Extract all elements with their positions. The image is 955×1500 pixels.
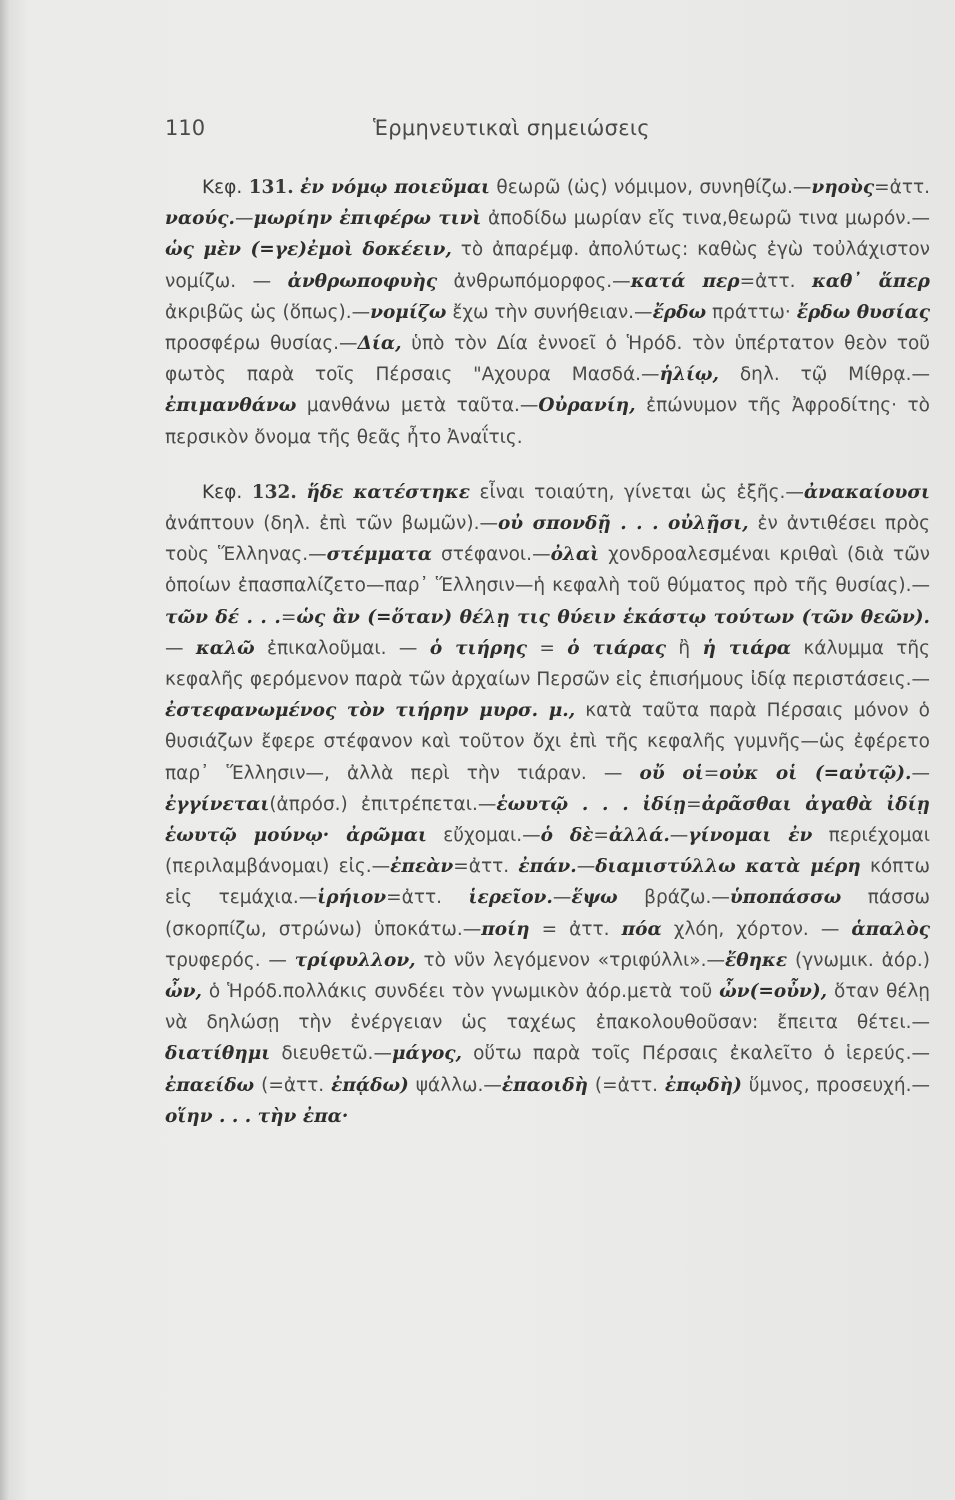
gloss-text: (=ἀττ. bbox=[588, 1074, 665, 1096]
gloss-text: ὕμνος, προσευχή.— bbox=[741, 1074, 930, 1096]
gloss-text: ἐπώνυμον τῆς Ἀφροδίτης· τὸ περσικὸν ὄνομα τῆς θεᾶς ἦτο Ἀναΐτις. bbox=[165, 395, 930, 448]
lemma-term: μάγος, bbox=[391, 1043, 462, 1065]
gloss-text: =ἀττ. bbox=[386, 887, 469, 909]
gloss-text: — bbox=[576, 856, 596, 878]
lemma-term: ὑποπάσσω bbox=[729, 887, 842, 909]
lemma-term: ὡς μὲν (=γε)ἐμοὶ δοκέειν, bbox=[165, 239, 452, 261]
gloss-text: (γνωμικ. ἀόρ.) bbox=[787, 949, 931, 971]
gloss-text: ὁ Ἡρόδ.πολλάκις συνδέει τὸν γνωμικὸν ἀόρ.μετὰ τοῦ bbox=[201, 981, 720, 1003]
lemma-term: ἐπάν. bbox=[518, 856, 577, 878]
lemma-term: νηοὺς bbox=[811, 177, 875, 198]
gloss-text: ἔχω τὴν συνήθειαν.— bbox=[446, 301, 653, 323]
lemma-term: Δία, bbox=[357, 333, 402, 355]
gloss-text: τρυφερός. — bbox=[165, 949, 295, 971]
lemma-term: ἐν νόμῳ ποιεῦμαι bbox=[300, 177, 491, 198]
gloss-text: εὔχομαι.— bbox=[426, 825, 541, 847]
lemma-term: καλῶ bbox=[195, 637, 255, 659]
running-title: Ἑρμηνευτικαὶ σημειώσεις bbox=[373, 116, 650, 140]
lemma-term: ἀνθρωποφυὴς bbox=[287, 270, 438, 292]
gloss-text: ἐν ἀντιθέσει πρὸς τοὺς Ἕλληνας.— bbox=[165, 513, 930, 566]
gloss-text: πράττω· bbox=[706, 301, 797, 323]
lemma-term: τρίφυλλον, bbox=[294, 949, 416, 971]
gloss-text: τὸ ἀπαρέμφ. ἀπολύτως: καθὼς ἐγὼ τοὐλάχιστον νομίζω. — bbox=[165, 239, 930, 292]
lemma-term: ἐπαοιδὴ bbox=[501, 1074, 588, 1096]
lemma-term: ὦν, bbox=[165, 981, 202, 1003]
gloss-text: στέφανοι.— bbox=[431, 544, 551, 566]
gloss-text: θεωρῶ (ὡς) νόμιμον, συνηθίζω.— bbox=[490, 177, 812, 198]
gloss-text: = bbox=[703, 762, 720, 784]
lemma-term: οὔ οἱ bbox=[639, 762, 704, 784]
gloss-text: ἐπικαλοῦμαι. — bbox=[254, 637, 430, 659]
gloss-text: πάσσω (σκορπίζω, στρώνω) ὑποκάτω.— bbox=[165, 887, 931, 940]
gloss-text: ἢ bbox=[665, 637, 703, 659]
gloss-text: ἀποδίδω μωρίαν εἴς τινα,θεωρῶ τινα μωρόν.— bbox=[481, 208, 930, 230]
gloss-text: εἶναι τοιαύτη, γίνεται ὡς ἑξῆς.— bbox=[469, 481, 804, 503]
lemma-term: ἐπᾴδω) bbox=[331, 1074, 409, 1096]
lemma-term: ἐστεφανωμένος τὸν τιήρην μυρσ. μ., bbox=[165, 700, 576, 722]
lemma-term: ἐπιμανθάνω bbox=[165, 395, 297, 417]
lemma-term: στέμματα bbox=[326, 544, 432, 566]
lemma-term: ὦν(=οὖν), bbox=[719, 981, 828, 1003]
gloss-text: μανθάνω μετὰ ταῦτα.— bbox=[296, 395, 539, 417]
gloss-text: = bbox=[526, 637, 568, 659]
page-gutter-shadow bbox=[0, 0, 10, 1500]
gloss-text: οὕτω παρὰ τοῖς Πέρσαις ἐκαλεῖτο ὁ ἱερεύς.— bbox=[462, 1043, 930, 1065]
lemma-term: διατίθημι bbox=[165, 1043, 271, 1065]
gloss-text: = bbox=[593, 825, 609, 847]
lemma-term: ἱρήιον bbox=[317, 887, 387, 909]
lemma-term: οὐκ οἱ (=αὐτῷ). bbox=[719, 762, 912, 784]
gloss-text: (ἀπρόσ.) ἐπιτρέπεται.— bbox=[269, 793, 497, 815]
gloss-text: διευθετῶ.— bbox=[270, 1043, 392, 1065]
gloss-text: — bbox=[234, 208, 254, 230]
lemma-term: διαμιστύλλω κατὰ μέρη bbox=[595, 856, 861, 878]
lemma-term: ἐπῳδὴ) bbox=[664, 1074, 742, 1096]
chapter-label: Κεφ. bbox=[202, 177, 243, 198]
gloss-text: ἀνθρωπόμορφος.— bbox=[437, 270, 631, 292]
lemma-term: ὁ δὲ bbox=[540, 825, 594, 847]
lemma-term: ἀρᾶσθαι ἀγαθὰ ἰδίῃ ἑωυτῷ μούνῳ· ἀρῶμαι bbox=[165, 793, 931, 847]
chapter-number: 131. bbox=[248, 177, 294, 198]
gloss-text: = bbox=[280, 606, 297, 628]
gloss-text: ἀνάπτουν (δηλ. ἐπὶ τῶν βωμῶν).— bbox=[165, 513, 498, 535]
lemma-term: ὡς ἂν (=ὅταν) θέλῃ τις θύειν ἑκάστῳ τούτων (τῶν θεῶν). bbox=[296, 606, 930, 628]
lemma-term: οὐ σπονδῇ . . . οὐλῇσι, bbox=[497, 513, 749, 535]
gloss-text: — bbox=[552, 887, 572, 909]
chapter-number: 132. bbox=[251, 481, 297, 503]
gloss-text: =ἀττ. bbox=[739, 270, 812, 292]
gloss-text: κόπτω εἰς τεμάχια.— bbox=[165, 856, 931, 909]
lemma-term: ἐπαείδω bbox=[165, 1074, 255, 1096]
gloss-text: δηλ. τῷ Μίθρᾳ.— bbox=[718, 364, 930, 386]
lemma-term: ἔθηκε bbox=[725, 949, 788, 971]
lemma-term: οἵην . . . τὴν ἐπα· bbox=[165, 1105, 349, 1127]
gloss-text: ψάλλω.— bbox=[408, 1074, 502, 1096]
lemma-term: ἱερεῖον. bbox=[468, 887, 553, 909]
page-number: 110 bbox=[165, 116, 206, 140]
lemma-term: ποίη bbox=[481, 918, 530, 940]
lemma-term: ἡ τιάρα bbox=[702, 637, 792, 659]
gloss-text: =ἀττ. bbox=[453, 856, 519, 878]
gloss-text: = bbox=[686, 793, 702, 815]
lemma-term: ἐγγίνεται bbox=[165, 793, 270, 815]
lemma-term: ἥδε κατέστηκε bbox=[306, 481, 470, 503]
lemma-term: Οὐρανίη, bbox=[538, 395, 636, 417]
gloss-text: = ἀττ. bbox=[529, 918, 622, 940]
lemma-term: νομίζω bbox=[370, 301, 447, 323]
gloss-text: περιέχομαι (περιλαμβάνομαι) εἰς.— bbox=[165, 825, 930, 878]
gloss-text: — bbox=[669, 825, 689, 847]
lemma-term: ἕψω bbox=[571, 887, 618, 909]
commentary-body bbox=[165, 172, 930, 1156]
lemma-term: ἐπεὰν bbox=[390, 856, 454, 878]
lemma-term: μωρίην ἐπιφέρω τινὶ bbox=[253, 208, 482, 230]
gloss-text: τὸ νῦν λεγόμενον «τριφύλλι».— bbox=[415, 949, 726, 971]
lemma-term: ἔρδω bbox=[652, 301, 707, 323]
lemma-term: γίνομαι ἐν bbox=[688, 825, 813, 847]
gloss-text: ὑπὸ τὸν Δία ἐννοεῖ ὁ Ἡρόδ. τὸν ὑπέρτατον θεὸν τοῦ φωτὸς παρὰ τοῖς Πέρσαις "Αχουρα Μασδά.— bbox=[165, 333, 931, 386]
lemma-term: τῶν δέ . . . bbox=[165, 606, 281, 628]
lemma-term: ὀλαὶ bbox=[550, 544, 600, 566]
lemma-term: ὁ τιάρας bbox=[567, 637, 666, 659]
lemma-term: ὁ τιήρης bbox=[429, 637, 527, 659]
gloss-text: ὅταν θέλῃ νὰ δηλώσῃ τὴν ἐνέργειαν ὡς ταχέως ἐπακολουθοῦσαν: ἔπειτα θέτει.— bbox=[165, 981, 930, 1034]
gloss-text: ἀκριβῶς ὡς (ὅπως).— bbox=[165, 301, 371, 323]
gloss-text: χλόη, χόρτον. — bbox=[661, 918, 852, 940]
lemma-term: ἀνακαίουσι bbox=[803, 481, 930, 503]
gloss-text: — bbox=[911, 762, 930, 784]
lemma-term: ναούς. bbox=[165, 208, 235, 230]
gloss-text: κάλυμμα τῆς κεφαλῆς φερόμενον παρὰ τῶν ἀρχαίων Περσῶν εἰς ἐπισήμους ἰδίᾳ περιστάσεις.— bbox=[165, 637, 930, 691]
gloss-text: βράζω.— bbox=[617, 887, 730, 909]
gloss-text: — bbox=[165, 637, 196, 659]
chapter-text bbox=[165, 177, 930, 448]
chapter-label: Κεφ. bbox=[202, 481, 243, 503]
gloss-text: =ἀττ. bbox=[874, 177, 930, 198]
lemma-term: κατά περ bbox=[630, 270, 740, 292]
lemma-term: ἁπαλὸς bbox=[851, 918, 930, 940]
page-header bbox=[165, 116, 930, 144]
lemma-term: καθ᾽ ἅπερ bbox=[811, 270, 930, 292]
chapter-132-note bbox=[165, 477, 930, 1132]
gloss-text: προσφέρω θυσίας.— bbox=[165, 333, 358, 355]
gloss-text: (=ἀττ. bbox=[254, 1074, 332, 1096]
lemma-term: ἡλίῳ, bbox=[659, 364, 719, 386]
gloss-text: κατὰ ταῦτα παρὰ Πέρσαις μόνον ὁ θυσιάζων ἔφερε στέφανον καὶ τοῦτον ὄχι ἐπὶ τῆς κεφαλῆς γυμνῆς—ὡς ἐφέρετο παρ᾽ Ἕλλησιν—, ἀλλὰ περὶ τὴν τιάραν. — bbox=[165, 700, 930, 784]
lemma-term: ἔρδω θυσίας bbox=[796, 301, 930, 323]
lemma-term: πόα bbox=[621, 918, 662, 940]
lemma-term: ἑωυτῷ . . . ἰδίῃ bbox=[496, 793, 687, 815]
chapter-text bbox=[165, 482, 930, 1127]
chapter-131-note bbox=[165, 172, 930, 453]
gloss-text: χονδροαλεσμέναι κριθαὶ (διὰ τῶν ὁποίων ἐπασπαλίζετο—παρ᾽ Ἕλλησιν—ἡ κεφαλὴ τοῦ θύματος πρὸ τῆς θυσίας).— bbox=[165, 544, 931, 597]
lemma-term: ἀλλά. bbox=[608, 825, 670, 847]
